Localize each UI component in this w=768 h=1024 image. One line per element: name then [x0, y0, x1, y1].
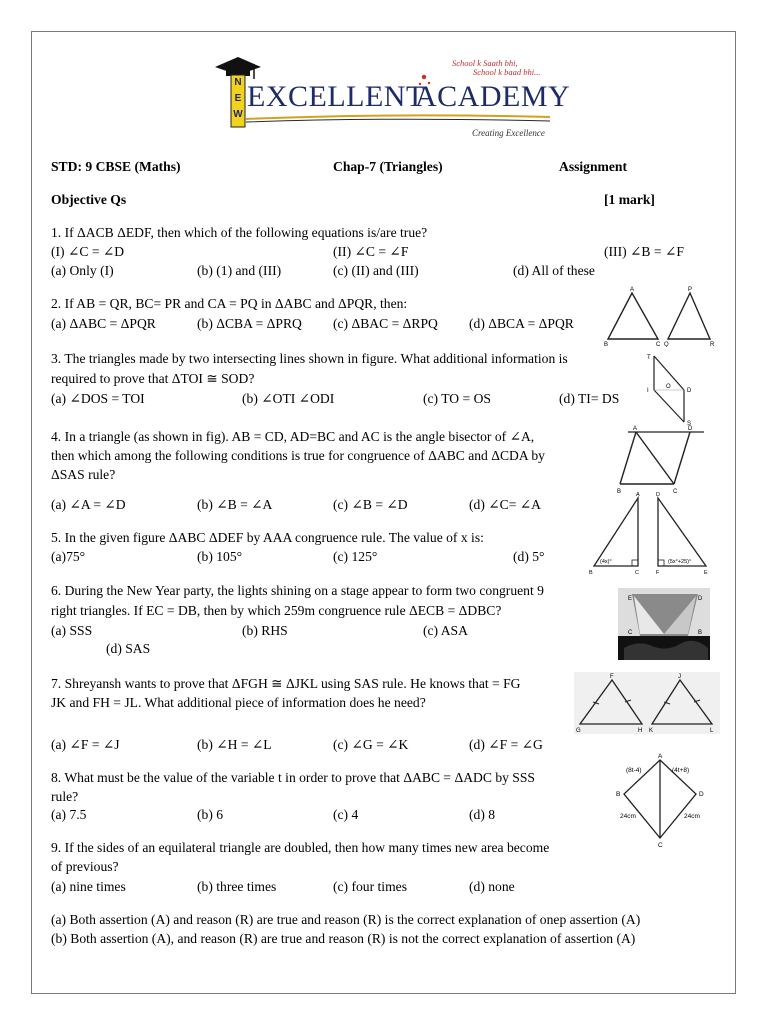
q2-fig-label: C	[656, 342, 661, 347]
q8-fig-label: (8t-4)	[626, 767, 642, 774]
assertion-option-b: (b) Both assertion (A), and reason (R) are true and reason (R) is not the correct explanation of assertion (A)	[51, 931, 636, 946]
brand-right: ACADEMY	[415, 80, 571, 113]
q2-option-b: (b) ΔCBA = ΔPRQ	[197, 316, 302, 331]
q3-option-d: (d) TI= DS	[559, 391, 620, 406]
q6-fig-label: E	[628, 596, 633, 602]
q8-fig-label: A	[658, 753, 663, 760]
brand-sub: Creating Excellence	[472, 128, 545, 138]
q8-option-d: (d) 8	[469, 807, 496, 822]
q7-fig-label: G	[576, 728, 581, 734]
q5-fig-label: B	[589, 570, 593, 576]
q7-line-2: JK and FH = JL. What additional piece of information does he need?	[51, 695, 426, 710]
q6-line-1: 6. During the New Year party, the lights shining on a stage appear to form two congruent 9	[51, 583, 544, 598]
tagline-1: School k Saath bhi,	[452, 58, 518, 68]
q2-option-d: (d) ΔBCA = ΔPQR	[469, 316, 574, 331]
q5-fig-label: E	[704, 570, 708, 576]
q8-fig-label: (4t+8)	[672, 767, 690, 774]
q5-fig-label: C	[635, 570, 639, 576]
q7-fig-label: F	[610, 674, 614, 680]
q5-fig-label: A	[636, 492, 640, 498]
q3-line-1: 3. The triangles made by two intersecting lines shown in figure. What additional information is	[51, 351, 568, 366]
q6-fig-label: B	[698, 630, 703, 636]
q2-option-a: (a) ΔABC = ΔPQR	[51, 316, 156, 331]
q5-fig-label: F	[656, 570, 660, 576]
q8-fig-label: C	[658, 842, 663, 848]
q9-option-b: (b) three times	[197, 879, 277, 894]
q1-line-1: 1. If ΔACB ΔEDF, then which of the following equations is/are true?	[51, 225, 428, 240]
q8-figure	[604, 752, 708, 848]
q3-figure	[640, 350, 706, 428]
q9-option-c: (c) four times	[333, 879, 407, 894]
q4-figure	[608, 424, 708, 496]
q5-option-a: (a)75°	[51, 549, 86, 564]
q7-option-b: (b) ∠H = ∠L	[197, 737, 272, 752]
q2-fig-label: R	[710, 342, 715, 347]
chapter-label: Chap-7 (Triangles)	[333, 159, 443, 174]
q1-statement-3: (III) ∠B = ∠F	[604, 244, 684, 259]
q9-option-d: (d) none	[469, 879, 515, 894]
q2-line-1: 2. If AB = QR, BC= PR and CA = PQ in ΔABC and ΔPQR, then:	[51, 296, 408, 311]
q1-option-b: (b) (1) and (III)	[197, 263, 282, 278]
q8-fig-label: 24cm	[620, 813, 636, 820]
logo-new-letters: N E W	[233, 77, 243, 120]
q7-fig-label: H	[638, 728, 643, 734]
q7-figure	[574, 672, 720, 734]
q2-option-c: (c) ΔBAC = ΔRPQ	[333, 316, 438, 331]
q5-line-1: 5. In the given figure ΔABC ΔDEF by AAA congruence rule. The value of x is:	[51, 530, 484, 545]
q4-line-1: 4. In a triangle (as shown in fig). AB = CD, AD=BC and AC is the angle bisector of ∠A,	[51, 429, 535, 444]
q7-fig-label: L	[710, 728, 714, 734]
q8-fig-label: 24cm	[684, 813, 700, 820]
q1-option-c: (c) (II) and (III)	[333, 263, 419, 278]
q4-option-c: (c) ∠B = ∠D	[333, 497, 408, 512]
q4-option-d: (d) ∠C= ∠A	[469, 497, 541, 512]
q6-line-2: right triangles. If EC = DB, then by which 259m congruence rule ΔECB = ΔDBC?	[51, 603, 502, 618]
std-label: STD: 9 CBSE (Maths)	[51, 159, 181, 174]
q7-option-a: (a) ∠F = ∠J	[51, 737, 120, 752]
q1-option-d: (d) All of these	[513, 263, 595, 278]
q5-fig-label: (5x°+25)°	[668, 559, 692, 565]
section-title: Objective Qs	[51, 192, 127, 207]
q4-option-a: (a) ∠A = ∠D	[51, 497, 126, 512]
q3-option-b: (b) ∠OTI ∠ODI	[242, 391, 335, 406]
q6-figure	[618, 588, 710, 660]
q6-option-d: (d) SAS	[106, 641, 151, 656]
q8-line-2: rule?	[51, 789, 79, 804]
q6-fig-label: C	[628, 630, 633, 636]
q3-line-2: required to prove that ΔTOI ≅ SOD?	[51, 371, 255, 386]
q3-fig-label: S	[687, 421, 692, 427]
q7-fig-label: J	[678, 674, 681, 680]
q5-option-c: (c) 125°	[333, 549, 378, 564]
q2-fig-label: A	[630, 287, 635, 293]
q9-line-2: of previous?	[51, 859, 119, 874]
q6-option-c: (c) ASA	[423, 623, 468, 638]
q4-fig-label: B	[617, 489, 622, 495]
q1-statement-1: (I) ∠C = ∠D	[51, 244, 125, 259]
q4-fig-label: C	[673, 489, 678, 495]
q6-option-a: (a) SSS	[51, 623, 93, 638]
q6-fig-label: D	[698, 596, 703, 602]
brand-left: EXCELLENT	[247, 80, 425, 113]
q3-fig-label: D	[687, 388, 692, 394]
q3-option-a: (a) ∠DOS = TOI	[51, 391, 145, 406]
q8-fig-label: D	[699, 791, 704, 798]
q7-option-d: (d) ∠F = ∠G	[469, 737, 543, 752]
q7-fig-label: K	[649, 728, 654, 734]
q5-fig-label: D	[656, 492, 660, 498]
q8-option-c: (c) 4	[333, 807, 359, 822]
q3-fig-label: T	[647, 355, 651, 361]
q5-option-d: (d) 5°	[513, 549, 545, 564]
assignment-label: Assignment	[559, 159, 627, 174]
q5-option-b: (b) 105°	[197, 549, 243, 564]
q3-option-c: (c) TO = OS	[423, 391, 491, 406]
marks-label: [1 mark]	[604, 192, 655, 207]
q2-figure	[600, 283, 718, 347]
q4-line-3: ΔSAS rule?	[51, 467, 116, 482]
q7-line-1: 7. Shreyansh wants to prove that ΔFGH ≅ ΔJKL using SAS rule. He knows that = FG	[51, 676, 521, 691]
q4-fig-label: D	[688, 426, 693, 432]
q4-fig-label: A	[633, 426, 638, 432]
q8-option-b: (b) 6	[197, 807, 224, 822]
q6-option-b: (b) RHS	[242, 623, 288, 638]
q5-figure	[588, 490, 714, 578]
q2-fig-label: P	[688, 287, 693, 293]
q4-option-b: (b) ∠B = ∠A	[197, 497, 273, 512]
q8-option-a: (a) 7.5	[51, 807, 87, 822]
tagline-2: School k baad bhi...	[473, 67, 541, 77]
q3-fig-label: O	[666, 384, 671, 390]
q3-fig-label: I	[647, 388, 649, 394]
academy-logo	[210, 53, 571, 145]
q1-statement-2: (II) ∠C = ∠F	[333, 244, 409, 259]
q8-fig-label: B	[616, 791, 621, 798]
q9-line-1: 9. If the sides of an equilateral triangle are doubled, then how many times new area become	[51, 840, 550, 855]
q8-line-1: 8. What must be the value of the variable t in order to prove that ΔABC = ΔADC by SSS	[51, 770, 535, 785]
q1-option-a: (a) Only (I)	[51, 263, 114, 278]
q9-option-a: (a) nine times	[51, 879, 126, 894]
q5-fig-label: (4x)°	[600, 559, 612, 565]
q4-line-2: then which among the following conditions is true for congruence of ΔABC and ΔCDA by	[51, 448, 545, 463]
q7-option-c: (c) ∠G = ∠K	[333, 737, 409, 752]
q2-fig-label: Q	[664, 342, 669, 347]
assertion-option-a: (a) Both assertion (A) and reason (R) are true and reason (R) is the correct explanation of onep assertion (A)	[51, 912, 641, 927]
q2-fig-label: B	[604, 342, 609, 347]
